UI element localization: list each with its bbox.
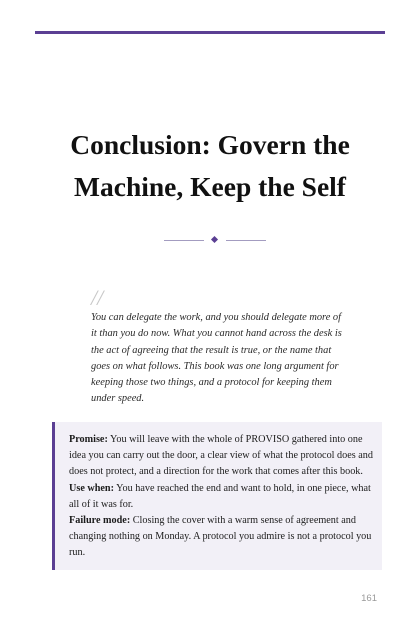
callout-failure-mode [69,513,374,562]
page-number: 161 [361,593,377,604]
callout-failure-mode-label: Failure mode: [69,515,131,527]
callout-use-when [69,481,374,513]
callout-promise-label: Promise: [69,434,108,445]
callout-use-when-label: Use when: [69,482,114,494]
callout-promise [69,432,374,481]
epigraph-text: You can delegate the work, and you should delegate more of it than you do now. What you cannot hand across the desk is the act of agreeing that the result is true, or the name that goes on what follows. This book was one long argument for keeping those two things, and a protocol for keeping them under speed. [91,312,342,405]
quote-mark-icon: // [91,285,104,310]
callout-use-when-text: You have reached the end and want to hold, in one piece, what all of it was for. [69,482,371,510]
top-rule [35,31,385,34]
chapter-title: Conclusion: Govern the Machine, Keep the Self [70,129,350,202]
callout-failure-mode-text: Closing the cover with a warm sense of agreement and changing nothing on Monday. A protocol you admire is not a protocol you run. [69,515,372,559]
callout-box [52,422,382,570]
diamond-icon [211,236,218,243]
callout-promise-text: You will leave with the whole of PROVISO gathered into one idea you can carry out the door, a clear view of what the protocol does and does not protect, and a direction for the work that comes after this book. [69,434,373,478]
ornament-line-right [226,240,266,241]
section-ornament [164,234,266,246]
ornament-line-left [164,240,204,241]
